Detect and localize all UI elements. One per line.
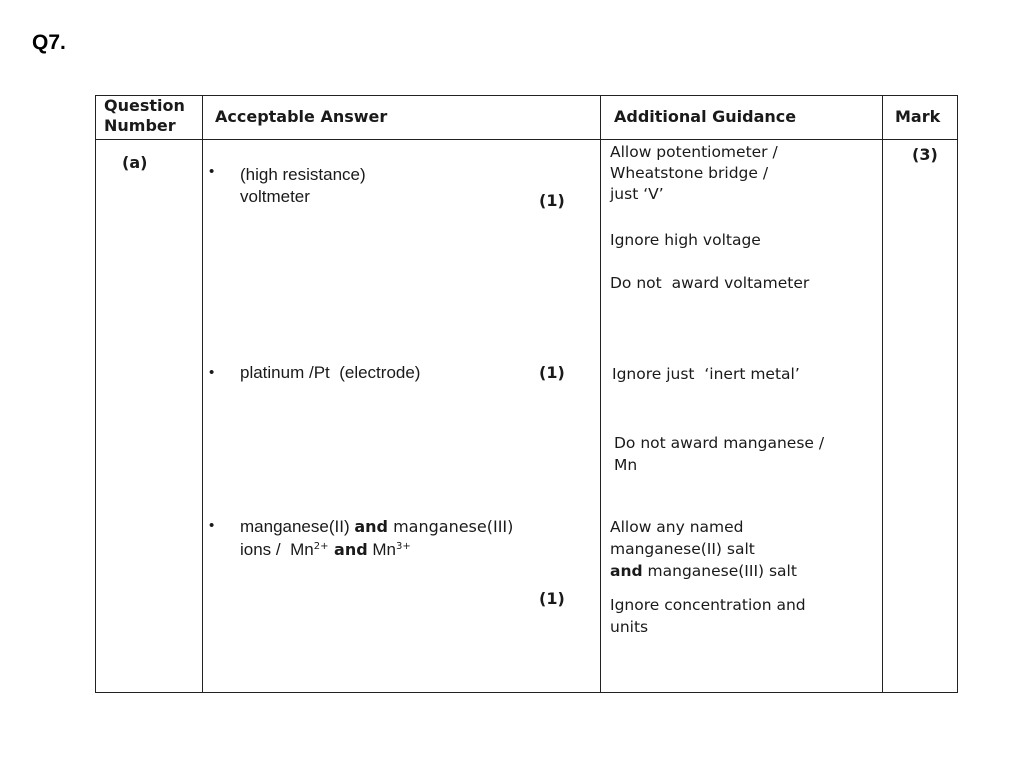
guidance-ignore-high-voltage: Ignore high voltage	[610, 231, 761, 249]
answer-2-text: platinum /Pt (electrode)	[240, 363, 421, 382]
answer-3-and: and	[328, 540, 368, 559]
guidance-text: Do not award manganese /	[614, 434, 825, 452]
answer-1-mark: (1)	[539, 191, 565, 210]
guidance-text: Mn	[614, 456, 638, 474]
answer-3-line1	[240, 516, 513, 537]
answer-1-line2: voltmeter	[240, 187, 310, 206]
guidance-text: just ‘V’	[610, 185, 664, 203]
header-divider	[96, 139, 957, 140]
bullet-icon: •	[209, 364, 215, 381]
guidance-ignore-inert-metal: Ignore just ‘inert metal’	[612, 365, 800, 383]
answer-3-line2	[240, 539, 411, 561]
guidance-text: manganese(II) salt	[610, 540, 755, 558]
superscript: 3+	[396, 541, 411, 552]
answer-2-mark: (1)	[539, 363, 565, 382]
header-acceptable-answer: Acceptable Answer	[215, 107, 388, 126]
guidance-allow-named-salt	[610, 516, 797, 582]
answer-3-and: and	[354, 517, 388, 536]
question-title: Q7.	[32, 31, 66, 54]
column-divider	[882, 96, 883, 692]
header-question-number	[104, 96, 185, 136]
header-question-line2: Number	[104, 116, 176, 135]
answer-1-text	[240, 164, 366, 208]
column-divider	[202, 96, 203, 692]
guidance-ignore-concentration	[610, 594, 806, 638]
header-mark: Mark	[895, 107, 941, 126]
guidance-text: Ignore concentration and	[610, 596, 806, 614]
guidance-do-not-award-manganese	[614, 432, 824, 476]
guidance-text: Wheatstone bridge /	[610, 164, 769, 182]
total-mark: (3)	[912, 145, 938, 164]
answer-3-text: Mn	[367, 540, 397, 559]
column-divider	[600, 96, 601, 692]
guidance-text: Allow potentiometer /	[610, 143, 778, 161]
question-part: (a)	[122, 153, 148, 172]
guidance-allow-potentiometer	[610, 142, 778, 205]
answer-3-text: manganese(II)	[240, 517, 355, 536]
header-additional-guidance: Additional Guidance	[614, 107, 797, 126]
guidance-and: and	[610, 562, 643, 580]
answer-3-text: ions / Mn	[240, 540, 314, 559]
mark-scheme-table	[95, 95, 958, 693]
guidance-text: units	[610, 618, 649, 636]
header-question-line1: Question	[104, 96, 185, 115]
guidance-do-not-award-voltameter: Do not award voltameter	[610, 274, 810, 292]
guidance-text: Allow any named	[610, 518, 744, 536]
answer-3-mark: (1)	[539, 589, 565, 608]
bullet-icon: •	[209, 163, 215, 180]
answer-3-text: manganese(III)	[387, 517, 514, 536]
superscript: 2+	[313, 541, 329, 552]
answer-1-line1: (high resistance)	[240, 165, 366, 184]
guidance-text: manganese(III) salt	[642, 562, 797, 580]
bullet-icon: •	[209, 517, 215, 534]
